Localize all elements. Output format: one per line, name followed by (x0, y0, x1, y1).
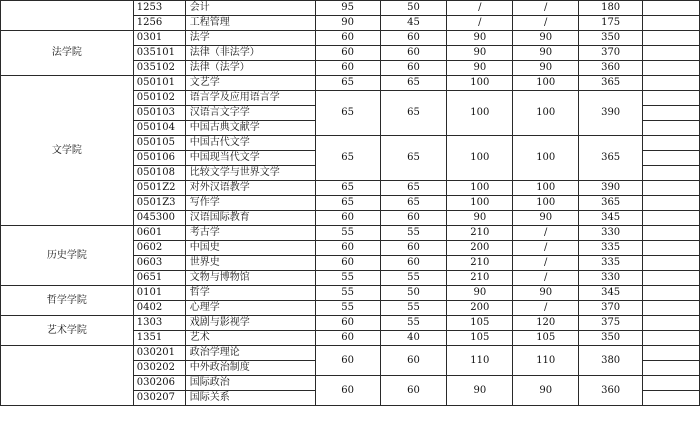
politics-score-cell: 55 (315, 226, 380, 241)
subject2-score-cell: 110 (513, 346, 579, 376)
foreign-score-cell: 60 (380, 46, 447, 61)
foreign-score-cell: 65 (380, 76, 447, 91)
major-name-cell: 中国史 (185, 241, 315, 256)
major-name-cell: 艺术 (185, 331, 315, 346)
code-cell: 030201 (133, 346, 185, 361)
subject2-score-cell: 100 (513, 76, 579, 91)
subject1-score-cell: 100 (447, 76, 513, 91)
major-name-cell: 比较文学与世界文学 (185, 166, 315, 181)
subject1-score-cell: 90 (447, 286, 513, 301)
major-name-cell: 政治学理论 (185, 346, 315, 361)
extra-cell (643, 46, 700, 61)
foreign-score-cell: 60 (380, 211, 447, 226)
subject2-score-cell: 90 (513, 46, 579, 61)
politics-score-cell: 65 (315, 136, 380, 181)
subject1-score-cell: 90 (447, 211, 513, 226)
code-cell: 0602 (133, 241, 185, 256)
major-name-cell: 法律（非法学） (185, 46, 315, 61)
extra-cell (643, 286, 700, 301)
subject2-score-cell: 90 (513, 211, 579, 226)
extra-cell (643, 76, 700, 91)
foreign-score-cell: 60 (380, 61, 447, 76)
subject2-score-cell: 90 (513, 286, 579, 301)
total-score-cell: 330 (579, 271, 643, 286)
total-score-cell: 345 (579, 211, 643, 226)
politics-score-cell: 55 (315, 301, 380, 316)
extra-cell (643, 31, 700, 46)
subject2-score-cell: / (513, 241, 579, 256)
code-cell: 1351 (133, 331, 185, 346)
extra-cell (643, 271, 700, 286)
total-score-cell: 375 (579, 316, 643, 331)
extra-cell (643, 331, 700, 346)
extra-cell (643, 181, 700, 196)
politics-score-cell: 60 (315, 46, 380, 61)
code-cell: 0301 (133, 31, 185, 46)
extra-cell (643, 16, 700, 31)
politics-score-cell: 60 (315, 31, 380, 46)
code-cell: 050102 (133, 91, 185, 106)
table-row (1, 286, 700, 301)
subject1-score-cell: 210 (447, 256, 513, 271)
major-name-cell: 国际关系 (185, 391, 315, 406)
subject2-score-cell: / (513, 1, 579, 16)
politics-score-cell: 60 (315, 61, 380, 76)
code-cell: 0601 (133, 226, 185, 241)
college-cell: 哲学学院 (1, 286, 134, 316)
politics-score-cell: 55 (315, 286, 380, 301)
subject1-score-cell: 210 (447, 271, 513, 286)
subject1-score-cell: 100 (447, 136, 513, 181)
total-score-cell: 390 (579, 181, 643, 196)
major-name-cell: 语言学及应用语言学 (185, 91, 315, 106)
code-cell: 030207 (133, 391, 185, 406)
extra-cell (643, 151, 700, 166)
major-name-cell: 戏剧与影视学 (185, 316, 315, 331)
total-score-cell: 335 (579, 241, 643, 256)
code-cell: 050104 (133, 121, 185, 136)
politics-score-cell: 60 (315, 346, 380, 376)
subject2-score-cell: 100 (513, 196, 579, 211)
code-cell: 0402 (133, 301, 185, 316)
foreign-score-cell: 60 (380, 256, 447, 271)
college-cell: 历史学院 (1, 226, 134, 286)
code-cell: 045300 (133, 211, 185, 226)
total-score-cell: 390 (579, 91, 643, 136)
subject1-score-cell: 110 (447, 346, 513, 376)
major-name-cell: 考古学 (185, 226, 315, 241)
table-row (1, 31, 700, 46)
subject1-score-cell: 90 (447, 61, 513, 76)
subject2-score-cell: / (513, 301, 579, 316)
extra-cell (643, 91, 700, 106)
major-name-cell: 中国古代文学 (185, 136, 315, 151)
total-score-cell: 350 (579, 31, 643, 46)
subject1-score-cell: 200 (447, 241, 513, 256)
total-score-cell: 380 (579, 346, 643, 376)
subject1-score-cell: 200 (447, 301, 513, 316)
code-cell: 1303 (133, 316, 185, 331)
subject2-score-cell: / (513, 226, 579, 241)
politics-score-cell: 60 (315, 331, 380, 346)
subject1-score-cell: / (447, 1, 513, 16)
code-cell: 050103 (133, 106, 185, 121)
code-cell: 0101 (133, 286, 185, 301)
subject1-score-cell: 210 (447, 226, 513, 241)
extra-cell (643, 166, 700, 181)
total-score-cell: 365 (579, 76, 643, 91)
subject1-score-cell: 90 (447, 46, 513, 61)
subject2-score-cell: 120 (513, 316, 579, 331)
extra-cell (643, 61, 700, 76)
major-name-cell: 法律（法学） (185, 61, 315, 76)
extra-cell (643, 346, 700, 361)
major-name-cell: 汉语言文字学 (185, 106, 315, 121)
extra-cell (643, 121, 700, 136)
code-cell: 035101 (133, 46, 185, 61)
major-name-cell: 对外汉语教学 (185, 181, 315, 196)
foreign-score-cell: 50 (380, 1, 447, 16)
major-name-cell: 文艺学 (185, 76, 315, 91)
subject1-score-cell: 100 (447, 91, 513, 136)
foreign-score-cell: 55 (380, 301, 447, 316)
major-name-cell: 中国古典文献学 (185, 121, 315, 136)
subject1-score-cell: 105 (447, 316, 513, 331)
major-name-cell: 文物与博物馆 (185, 271, 315, 286)
extra-cell (643, 256, 700, 271)
foreign-score-cell: 65 (380, 136, 447, 181)
total-score-cell: 370 (579, 46, 643, 61)
subject1-score-cell: 90 (447, 376, 513, 406)
subject1-score-cell: 105 (447, 331, 513, 346)
extra-cell (643, 1, 700, 16)
total-score-cell: 175 (579, 16, 643, 31)
code-cell: 050101 (133, 76, 185, 91)
college-cell: 文学院 (1, 76, 134, 226)
table-row (1, 316, 700, 331)
code-cell: 1256 (133, 16, 185, 31)
total-score-cell: 365 (579, 136, 643, 181)
major-name-cell: 中国现当代文学 (185, 151, 315, 166)
subject2-score-cell: 90 (513, 376, 579, 406)
politics-score-cell: 65 (315, 196, 380, 211)
major-name-cell: 心理学 (185, 301, 315, 316)
subject2-score-cell: 90 (513, 61, 579, 76)
foreign-score-cell: 60 (380, 31, 447, 46)
politics-score-cell: 90 (315, 16, 380, 31)
code-cell: 030202 (133, 361, 185, 376)
total-score-cell: 370 (579, 301, 643, 316)
extra-cell (643, 211, 700, 226)
code-cell: 030206 (133, 376, 185, 391)
code-cell: 1253 (133, 1, 185, 16)
foreign-score-cell: 50 (380, 286, 447, 301)
extra-cell (643, 241, 700, 256)
subject1-score-cell: / (447, 16, 513, 31)
table-row (1, 76, 700, 91)
subject1-score-cell: 100 (447, 196, 513, 211)
foreign-score-cell: 55 (380, 271, 447, 286)
college-cell: 法学院 (1, 31, 134, 76)
subject2-score-cell: 100 (513, 181, 579, 196)
foreign-score-cell: 65 (380, 91, 447, 136)
subject2-score-cell: 100 (513, 91, 579, 136)
foreign-score-cell: 65 (380, 181, 447, 196)
foreign-score-cell: 40 (380, 331, 447, 346)
major-name-cell: 汉语国际教育 (185, 211, 315, 226)
table-row (1, 1, 700, 16)
code-cell: 0603 (133, 256, 185, 271)
total-score-cell: 335 (579, 256, 643, 271)
major-name-cell: 写作学 (185, 196, 315, 211)
foreign-score-cell: 60 (380, 241, 447, 256)
code-cell: 050105 (133, 136, 185, 151)
extra-cell (643, 196, 700, 211)
extra-cell (643, 106, 700, 121)
subject2-score-cell: 105 (513, 331, 579, 346)
subject2-score-cell: / (513, 16, 579, 31)
foreign-score-cell: 45 (380, 16, 447, 31)
subject2-score-cell: / (513, 271, 579, 286)
politics-score-cell: 60 (315, 376, 380, 406)
code-cell: 0501Z3 (133, 196, 185, 211)
total-score-cell: 350 (579, 331, 643, 346)
total-score-cell: 360 (579, 61, 643, 76)
subject2-score-cell: 90 (513, 31, 579, 46)
foreign-score-cell: 60 (380, 346, 447, 376)
major-name-cell: 中外政治制度 (185, 361, 315, 376)
college-cell (1, 346, 134, 406)
major-name-cell: 国际政治 (185, 376, 315, 391)
politics-score-cell: 60 (315, 211, 380, 226)
politics-score-cell: 95 (315, 1, 380, 16)
politics-score-cell: 65 (315, 91, 380, 136)
major-name-cell: 工程管理 (185, 16, 315, 31)
extra-cell (643, 361, 700, 376)
foreign-score-cell: 65 (380, 196, 447, 211)
total-score-cell: 180 (579, 1, 643, 16)
code-cell: 0651 (133, 271, 185, 286)
major-name-cell: 会计 (185, 1, 315, 16)
code-cell: 050106 (133, 151, 185, 166)
extra-cell (643, 301, 700, 316)
extra-cell (643, 376, 700, 391)
foreign-score-cell: 60 (380, 376, 447, 406)
college-cell (1, 1, 134, 31)
total-score-cell: 365 (579, 196, 643, 211)
politics-score-cell: 60 (315, 256, 380, 271)
subject2-score-cell: / (513, 256, 579, 271)
total-score-cell: 330 (579, 226, 643, 241)
subject1-score-cell: 100 (447, 181, 513, 196)
total-score-cell: 360 (579, 376, 643, 406)
major-name-cell: 世界史 (185, 256, 315, 271)
extra-cell (643, 226, 700, 241)
code-cell: 035102 (133, 61, 185, 76)
politics-score-cell: 65 (315, 76, 380, 91)
college-cell: 艺术学院 (1, 316, 134, 346)
extra-cell (643, 136, 700, 151)
table-row (1, 346, 700, 361)
politics-score-cell: 65 (315, 181, 380, 196)
extra-cell (643, 391, 700, 406)
major-name-cell: 哲学 (185, 286, 315, 301)
table-row (1, 226, 700, 241)
foreign-score-cell: 55 (380, 316, 447, 331)
total-score-cell: 345 (579, 286, 643, 301)
politics-score-cell: 60 (315, 241, 380, 256)
major-name-cell: 法学 (185, 31, 315, 46)
code-cell: 0501Z2 (133, 181, 185, 196)
politics-score-cell: 55 (315, 271, 380, 286)
subject2-score-cell: 100 (513, 136, 579, 181)
code-cell: 050108 (133, 166, 185, 181)
extra-cell (643, 316, 700, 331)
politics-score-cell: 60 (315, 316, 380, 331)
subject1-score-cell: 90 (447, 31, 513, 46)
foreign-score-cell: 55 (380, 226, 447, 241)
